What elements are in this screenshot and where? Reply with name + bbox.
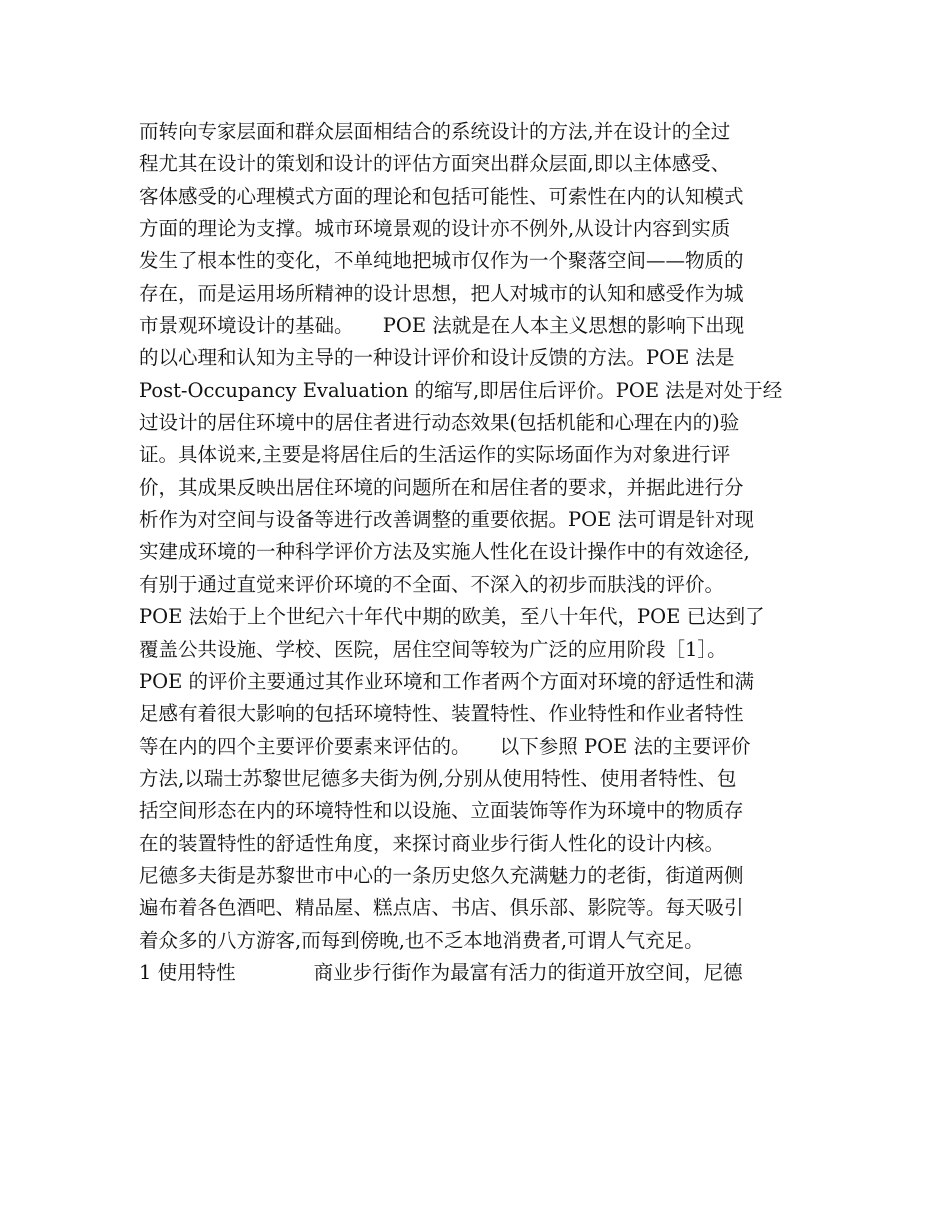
text-line: 价，其成果反映出居住环境的问题所在和居住者的要求，并据此进行分 <box>139 475 744 499</box>
text-line: 客体感受的心理模式方面的理论和包括可能性、可索性在内的认知模式 <box>139 184 744 208</box>
text-line: 有别于通过直觉来评价环境的不全面、不深入的初步而肤浅的评价。 <box>139 572 725 596</box>
text-line: 而转向专家层面和群众层面相结合的系统设计的方法,并在设计的全过 <box>139 120 731 143</box>
text-line: 覆盖公共设施、学校、医院，居住空间等较为广泛的应用阶段［1］。 <box>139 637 727 661</box>
text-line: 的以心理和认知为主导的一种设计评价和设计反馈的方法。POE 法是 <box>139 346 735 370</box>
text-line: 足感有着很大影响的包括环境特性、装置特性、作业特性和作业者特性 <box>139 702 744 726</box>
text-line: 存在，而是运用场所精神的设计思想，把人对城市的认知和感受作为城 <box>139 281 744 305</box>
text-line: Post-Occupancy Evaluation 的缩写,即居住后评价。POE 法是对处于经 <box>139 378 783 402</box>
body-text <box>139 116 829 989</box>
text-line: POE 的评价主要通过其作业环境和工作者两个方面对环境的舒适性和满 <box>139 669 755 693</box>
text-line: 过设计的居住环境中的居住者进行动态效果(包括机能和心理在内的)验 <box>139 411 740 435</box>
text-line: 在的装置特性的舒适性角度，来探讨商业步行街人性化的设计内核。 <box>139 831 725 855</box>
text-line: 方法,以瑞士苏黎世尼德多夫街为例,分别从使用特性、使用者特性、包 <box>139 766 737 790</box>
text-line: 市景观环境设计的基础。 POE 法就是在人本主义思想的影响下出现 <box>139 314 745 338</box>
text-line: 方面的理论为支撑。城市环境景观的设计亦不例外,从设计内容到实质 <box>139 217 731 241</box>
text-line: 证。具体说来,主要是将居住后的生活运作的实际场面作为对象进行评 <box>139 443 731 467</box>
text-line: 1 使用特性 商业步行街作为最富有活力的街道开放空间，尼德 <box>139 960 743 984</box>
text-line: 等在内的四个主要评价要素来评估的。 以下参照 POE 法的主要评价 <box>139 734 751 758</box>
text-line: 实建成环境的一种科学评价方法及实施人性化在设计操作中的有效途径, <box>139 540 750 564</box>
text-line: 程尤其在设计的策划和设计的评估方面突出群众层面,即以主体感受、 <box>139 152 731 176</box>
text-line: 尼德多夫街是苏黎世市中心的一条历史悠久充满魅力的老街，街道两侧 <box>139 863 744 887</box>
text-line: 析作为对空间与设备等进行改善调整的重要依据。POE 法可谓是针对现 <box>139 508 755 532</box>
text-line: 遍布着各色酒吧、精品屋、糕点店、书店、俱乐部、影院等。每天吸引 <box>139 896 744 920</box>
text-line: 发生了根本性的变化，不单纯地把城市仅作为一个聚落空间——物质的 <box>139 249 744 273</box>
text-line: POE 法始于上个世纪六十年代中期的欧美，至八十年代，POE 已达到了 <box>139 605 765 629</box>
text-line: 着众多的八方游客,而每到傍晚,也不乏本地消费者,可谓人气充足。 <box>139 928 704 952</box>
text-line: 括空间形态在内的环境特性和以设施、立面装饰等作为环境中的物质存 <box>139 799 744 823</box>
